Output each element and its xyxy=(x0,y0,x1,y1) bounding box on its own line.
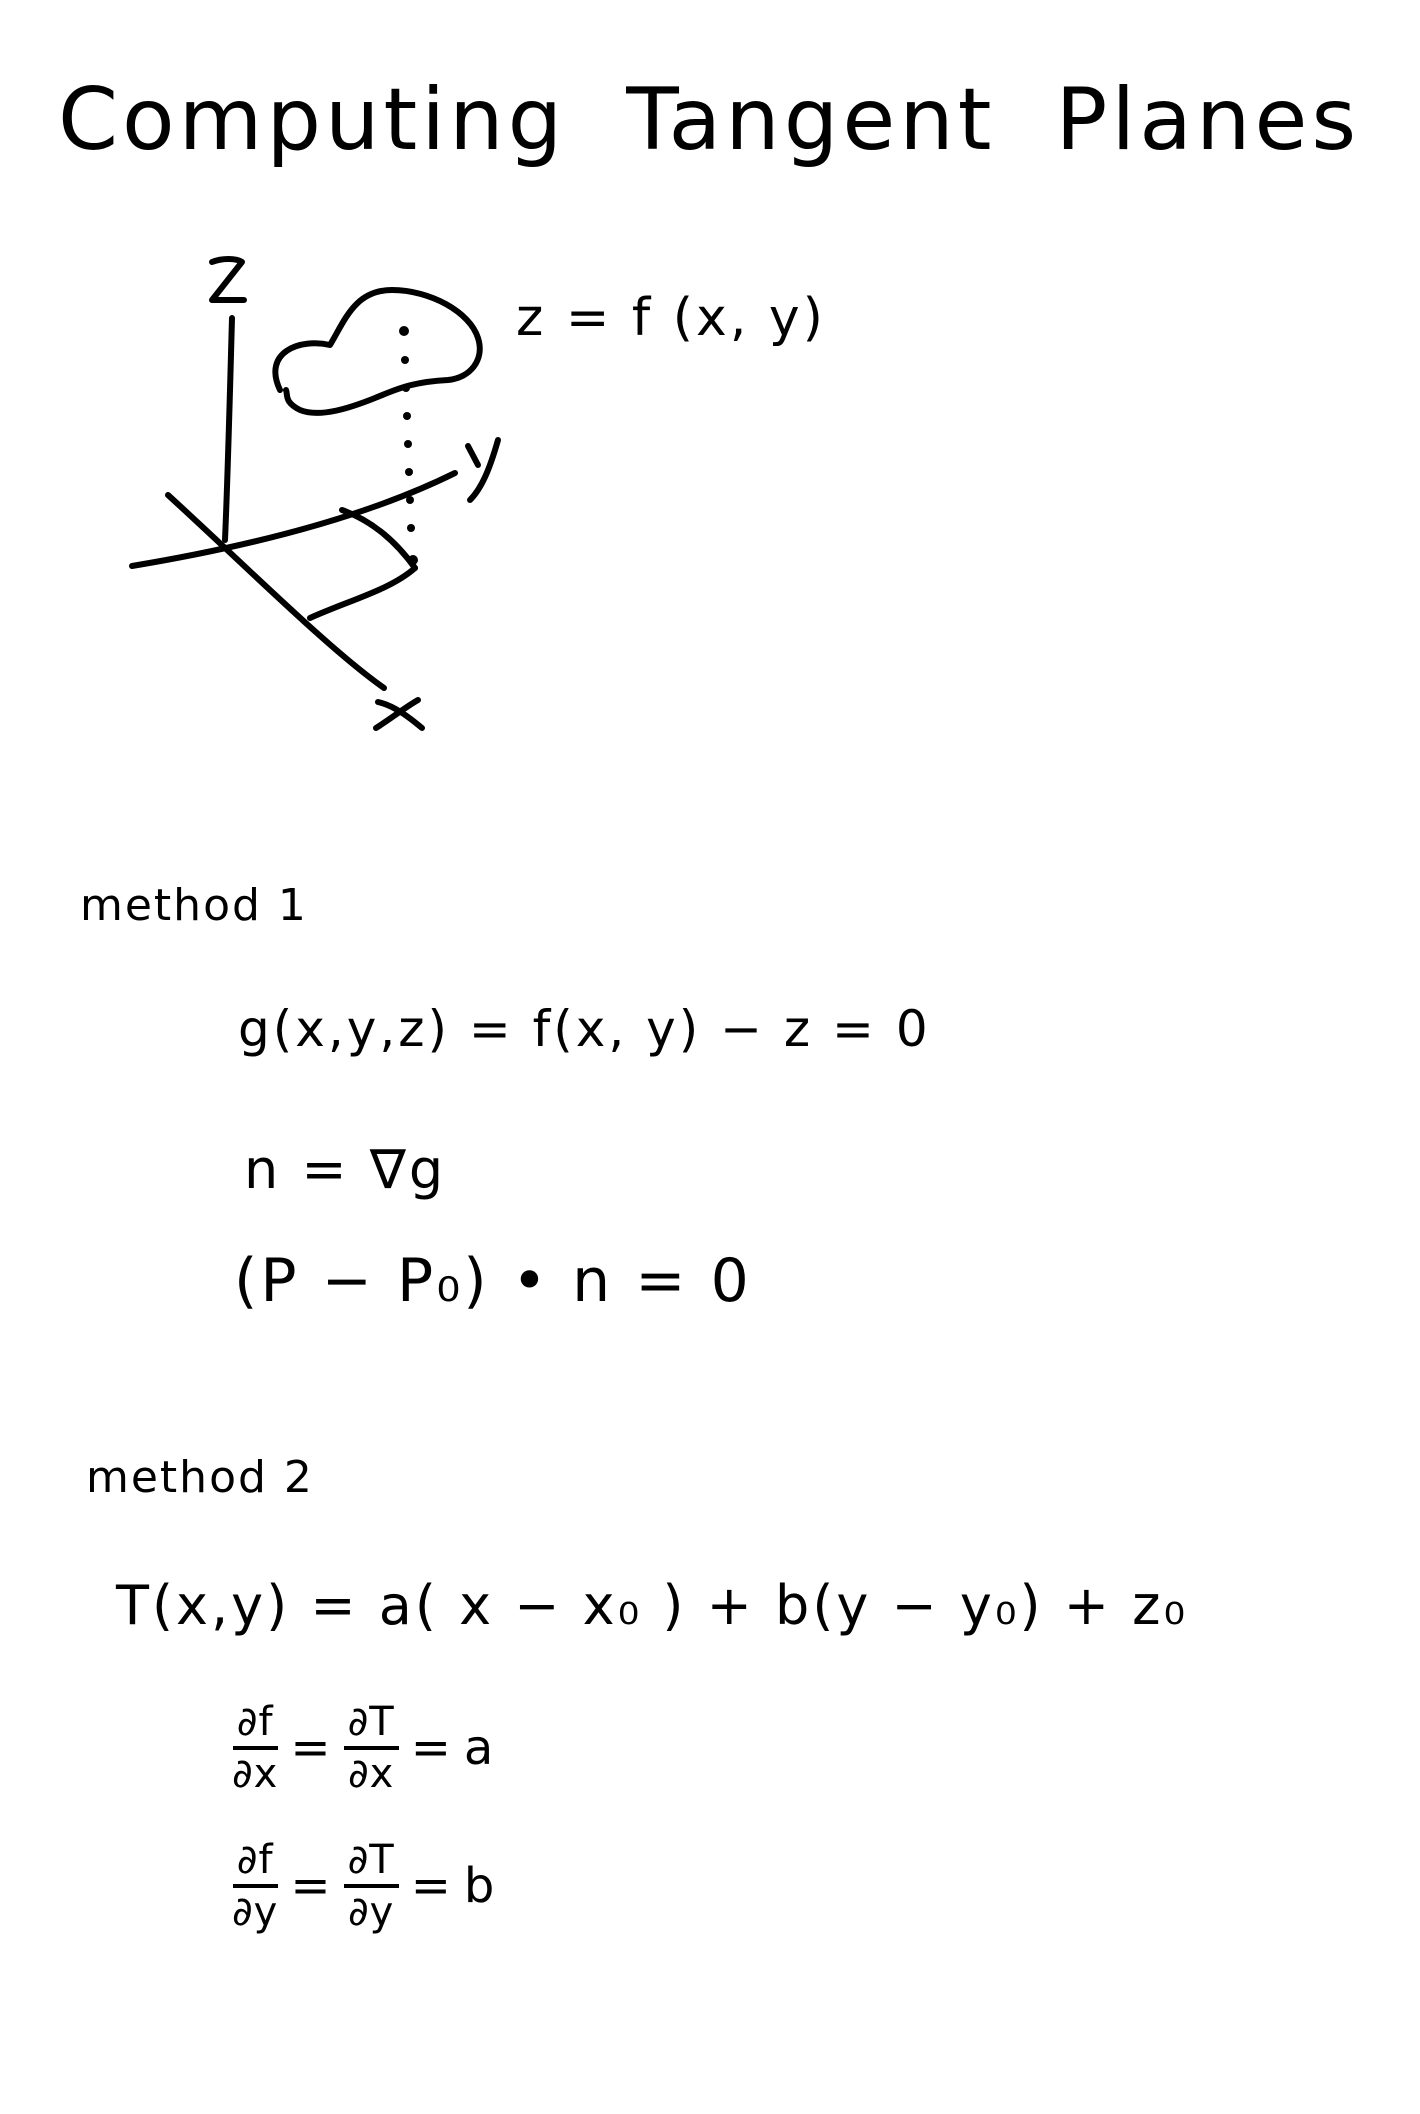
z-axis-line xyxy=(225,318,232,540)
fraction-numerator: ∂T xyxy=(344,1700,399,1750)
fraction-denominator: ∂y xyxy=(232,1889,279,1935)
equals-sign: = xyxy=(410,1720,452,1776)
title-word-tangent: Tangent xyxy=(626,70,996,170)
fraction-dT-dx xyxy=(344,1700,399,1796)
projection-edge-2 xyxy=(310,568,415,618)
result-b: b xyxy=(463,1858,496,1914)
title-word-computing: Computing xyxy=(58,70,567,170)
title-word-planes: Planes xyxy=(1055,70,1361,170)
projection-edge-1 xyxy=(342,510,415,568)
surface-equation: z = f (x, y) xyxy=(516,288,826,348)
fraction-denominator: ∂x xyxy=(232,1751,279,1797)
equals-sign: = xyxy=(410,1858,452,1914)
method1-heading: method 1 xyxy=(80,880,308,931)
method1-eq-g: g(x,y,z) = f(x, y) − z = 0 xyxy=(238,1000,931,1058)
partial-x-row xyxy=(232,1700,494,1796)
partial-y-row xyxy=(232,1838,495,1934)
method2-heading: method 2 xyxy=(86,1452,314,1503)
method2-eq-tangent: T(x,y) = a( x − x₀ ) + b(y − y₀) + z₀ xyxy=(116,1574,1189,1637)
y-axis-line xyxy=(132,473,455,566)
surface-blob xyxy=(275,290,479,413)
fraction-denominator: ∂y xyxy=(347,1889,395,1935)
x-label-glyph xyxy=(376,700,422,728)
fraction-df-dx xyxy=(232,1700,278,1796)
fraction-numerator: ∂f xyxy=(233,1700,278,1750)
z-label-glyph xyxy=(212,259,244,300)
fraction-dT-dy xyxy=(344,1838,399,1934)
equals-sign: = xyxy=(290,1858,332,1914)
equals-sign: = xyxy=(290,1720,332,1776)
dotted-projection-line xyxy=(399,326,418,565)
fraction-denominator: ∂x xyxy=(347,1751,395,1797)
y-label-glyph xyxy=(468,440,498,500)
fraction-df-dy xyxy=(232,1838,278,1934)
x-axis-line xyxy=(168,495,384,688)
method1-eq-normal: n = ∇g xyxy=(244,1138,447,1201)
fraction-numerator: ∂f xyxy=(233,1838,278,1888)
fraction-numerator: ∂T xyxy=(344,1838,399,1888)
result-a: a xyxy=(463,1720,495,1776)
method1-eq-plane: (P − P₀) • n = 0 xyxy=(234,1246,752,1316)
